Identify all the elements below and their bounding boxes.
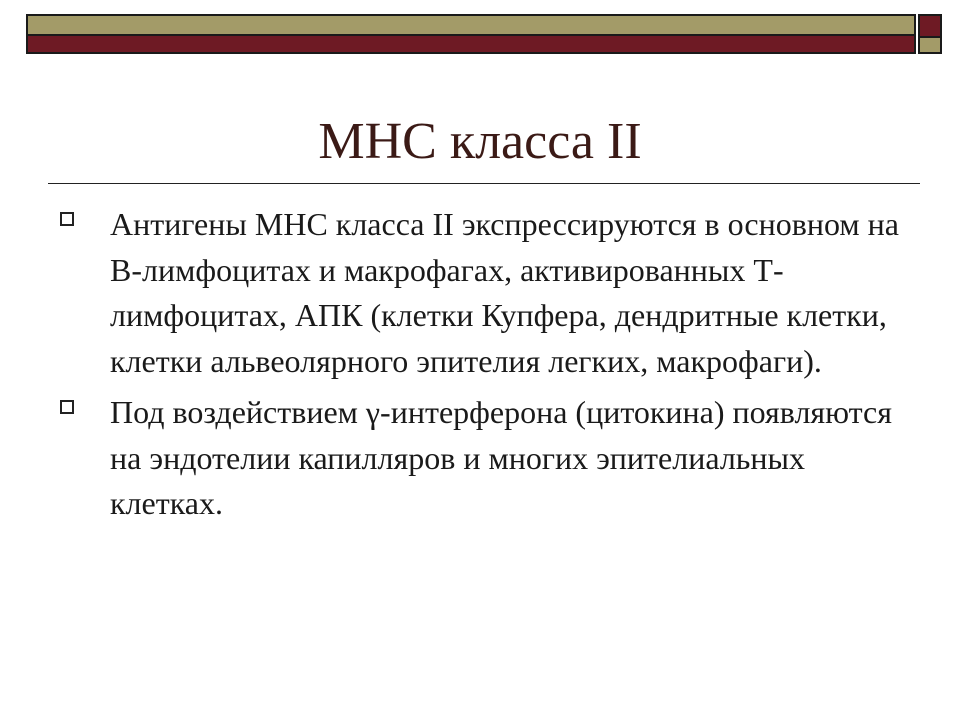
- bullet-list: [60, 202, 920, 533]
- hollow-square-icon: [60, 212, 74, 226]
- top-bar-olive-stripe: [26, 14, 916, 36]
- bullet-item: [60, 202, 920, 384]
- corner-square-olive: [918, 38, 942, 54]
- top-bar-maroon-stripe: [26, 36, 916, 54]
- slide-title: МНС класса II: [318, 113, 642, 170]
- title-divider: [48, 183, 920, 184]
- top-decorative-bar: [26, 14, 916, 54]
- bullet-text: Под воздействием γ-интерферона (цитокина) появляются на эндотелии капилляров и многих эпителиальных клетках.: [110, 394, 892, 521]
- bullet-text: Антигены МНС класса II экспрессируются в основном на В-лимфоцитах и макрофагах, активированных Т-лимфоцитах, АПК (клетки Купфера, дендритные клетки, клетки альвеолярного эпителия легких, макрофаги).: [110, 206, 899, 379]
- corner-square-maroon: [918, 14, 942, 38]
- bullet-item: [60, 390, 920, 527]
- hollow-square-icon: [60, 400, 74, 414]
